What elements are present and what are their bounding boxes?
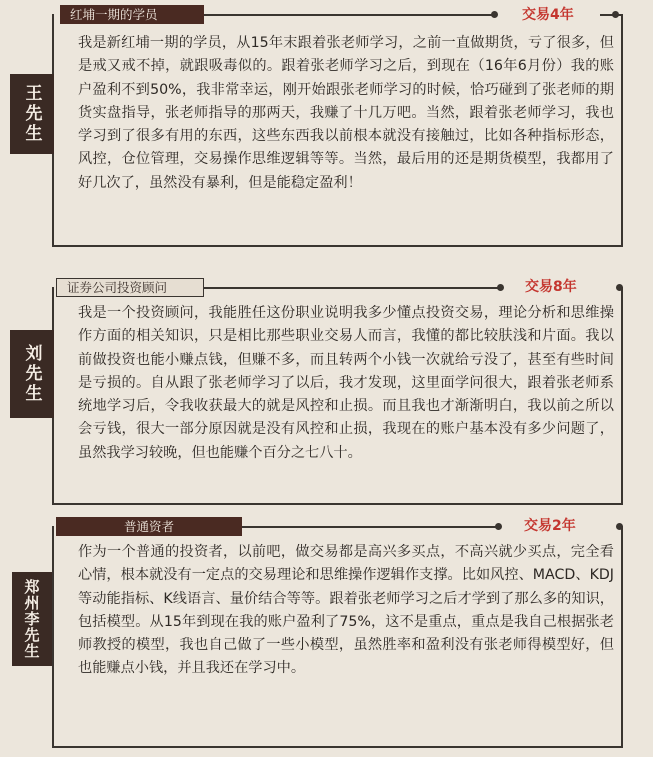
person-name: 王先生 [10,74,54,154]
rule-dot-icon [497,284,504,291]
header-rule [204,287,500,289]
rule-dot-icon [495,523,502,530]
role-tag: 普通资者 [56,517,242,536]
person-name: 刘先生 [10,330,54,418]
rule-dot-icon [616,523,623,530]
testimonial-text: 我是新红埔一期的学员，从15年末跟着张老师学习，之前一直做期货，亏了很多，但是戒又戒不掉，就跟吸毒似的。跟着张老师学习之后，到现在（16年6月份）我的账户盈利不到50%，我非常幸运，刚开始跟张老师学习的时候，恰巧碰到了张老师的期货实盘指导，张老师指导的那两天，我赚了十几万吧。当然，跟着张老师学习，我也学习到了很多有用的东西，这些东西我以前根本就没有接触过，比如各种指标形态，风控，仓位管理，交易操作思维逻辑等等。当然，最后用的还是期货模型，我都用了好几次了，虽然没有暴利，但是能稳定盈利！ [78,35,614,191]
rule-dot-icon [616,284,623,291]
rule-dot-icon [491,11,498,18]
testimonial-text: 我是一个投资顾问，我能胜任这份职业说明我多少懂点投资交易，理论分析和思维操作方面的相关知识，只是相比那些职业交易人而言，我懂的都比较肤浅和片面。我以前做投资也能小赚点钱，但赚不多，而且转两个小钱一次就给亏没了，甚至有些时间是亏损的。自从跟了张老师学习了以后，我才发现，这里面学问很大，跟着张老师系统地学习后，令我收获最大的就是风控和止损。而且我也才渐渐明白，我以前之所以会亏钱，很大一部分原因就是没有风控和止损，我现在的账户基本没有多少问题了，虽然我学习较晚，但也能赚个百分之七八十。 [78,305,614,461]
header-rule [204,14,494,16]
trading-years: 交易4年 [522,7,574,23]
role-tag: 证券公司投资顾问 [56,278,204,297]
role-tag: 红埔一期的学员 [60,5,204,24]
testimonial-text: 作为一个普通的投资者，以前吧，做交易都是高兴多买点，不高兴就少买点，完全看心情，根本就没有一定点的交易理论和思维操作逻辑作支撑。比如风控、MACD、KDJ等动能指标、K线语言、量价结合等等。跟着张老师学习之后才学到了那么多的知识，包括模型。从15年到现在我的账户盈利了75%，这不是重点，重点是我自己根据张老师教授的模型，我也自己做了一些小模型，虽然胜率和盈利没有张老师得模型好，但也能赚点小钱，并且我还在学习中。 [78,544,614,677]
rule-dot-icon [612,11,619,18]
trading-years: 交易2年 [524,518,576,534]
person-name: 郑州李先生 [12,572,52,666]
header-rule [242,526,498,528]
trading-years: 交易8年 [525,279,577,295]
